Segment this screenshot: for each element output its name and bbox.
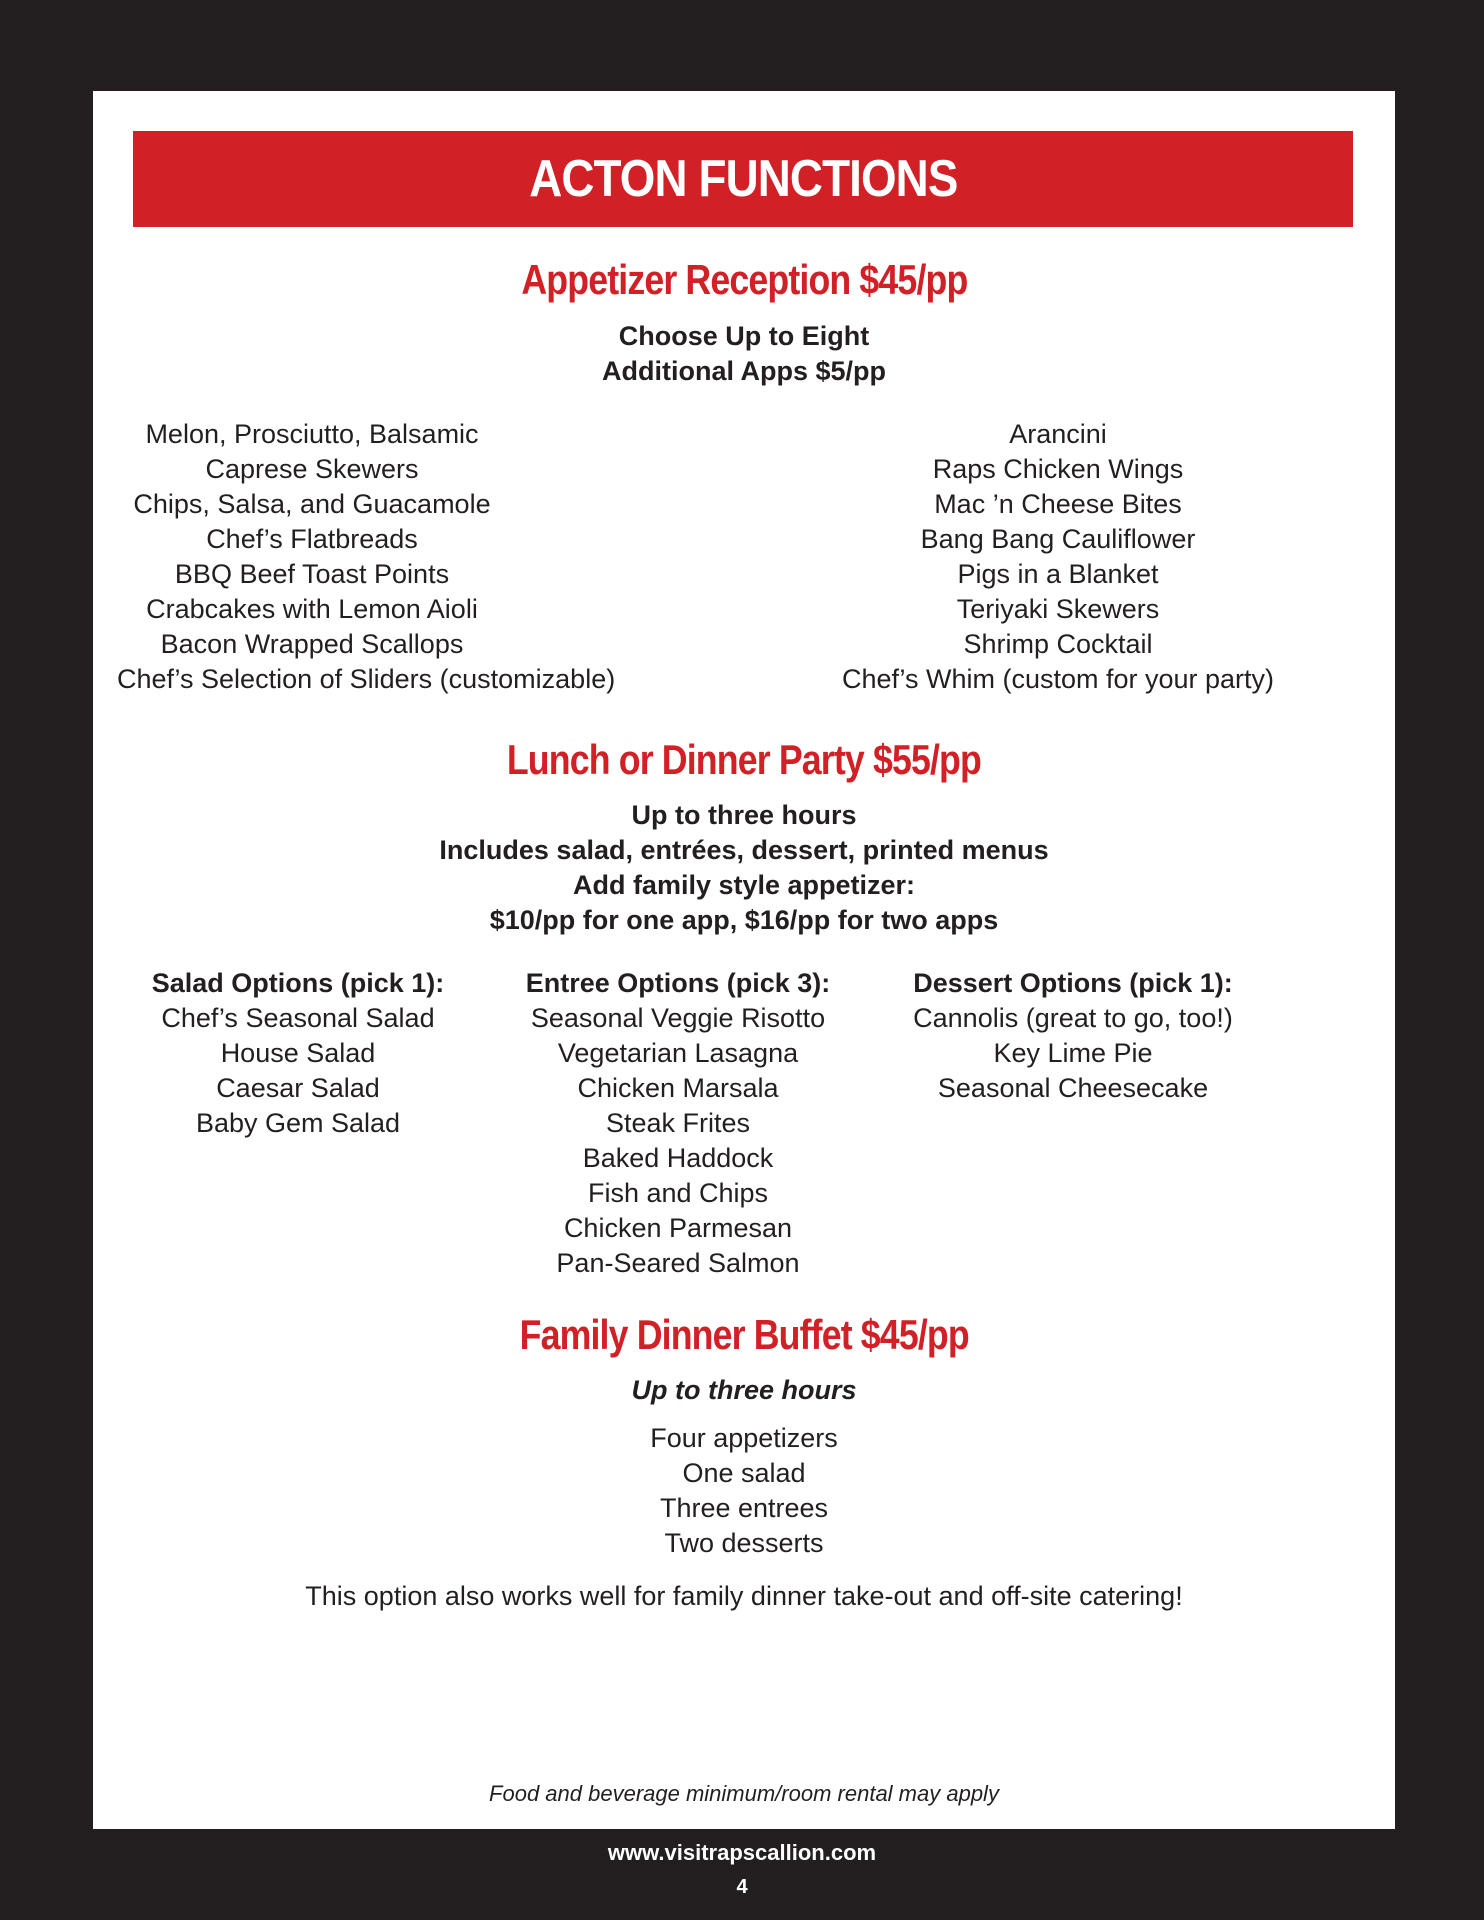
list-item: Chef’s Flatbreads — [206, 524, 418, 554]
buffet-note: This option also works well for family dinner take-out and off-site catering! — [305, 1581, 1183, 1611]
website-link[interactable]: www.visitrapscallion.com — [607, 1840, 877, 1865]
entree-options-heading: Entree Options (pick 3): — [525, 968, 831, 998]
dessert-options — [883, 966, 1263, 1106]
list-item: Raps Chicken Wings — [932, 454, 1184, 484]
list-item: BBQ Beef Toast Points — [174, 559, 450, 589]
list-item: Pan-Seared Salmon — [556, 1248, 800, 1278]
appetizer-list-right — [813, 417, 1303, 697]
list-item: Seasonal Cheesecake — [937, 1073, 1209, 1103]
lunch-subtitle-1: Up to three hours — [631, 800, 857, 830]
appetizer-subtitle-1: Choose Up to Eight — [618, 321, 870, 351]
footnote: Food and beverage minimum/room rental may apply — [489, 1781, 999, 1806]
list-item: Steak Frites — [605, 1108, 751, 1138]
title-banner — [133, 131, 1353, 227]
list-item: Arancini — [1009, 419, 1107, 449]
lunch-section-title: Lunch or Dinner Party $55/pp — [506, 736, 982, 783]
list-item: Mac ’n Cheese Bites — [934, 489, 1182, 519]
list-item: Key Lime Pie — [993, 1038, 1153, 1068]
salad-options-heading: Salad Options (pick 1): — [151, 968, 445, 998]
menu-page — [93, 91, 1395, 1829]
appetizer-subtitle-2: Additional Apps $5/pp — [601, 356, 886, 386]
salad-options — [128, 966, 468, 1141]
list-item: Baby Gem Salad — [195, 1108, 401, 1138]
lunch-subtitle-3: Add family style appetizer: — [572, 870, 916, 900]
list-item: Two desserts — [664, 1528, 824, 1558]
list-item: Crabcakes with Lemon Aioli — [146, 594, 478, 624]
buffet-subtitle: Up to three hours — [631, 1375, 857, 1405]
list-item: Teriyaki Skewers — [956, 594, 1160, 624]
list-item: Shrimp Cocktail — [963, 629, 1153, 659]
list-item: Four appetizers — [650, 1423, 838, 1453]
lunch-subtitle-4: $10/pp for one app, $16/pp for two apps — [489, 905, 999, 935]
list-item: Chips, Salsa, and Guacamole — [133, 489, 491, 519]
list-item: Three entrees — [659, 1493, 829, 1523]
buffet-items — [93, 1421, 1395, 1561]
list-item: Baked Haddock — [582, 1143, 774, 1173]
appetizer-list-left — [117, 417, 616, 697]
list-item: Cannolis (great to go, too!) — [913, 1003, 1233, 1033]
list-item: Pigs in a Blanket — [957, 559, 1159, 589]
page-title: ACTON FUNCTIONS — [528, 150, 958, 208]
list-item: Chef’s Whim (custom for your party) — [841, 664, 1275, 694]
list-item: Chef’s Selection of Sliders (customizable) — [117, 664, 616, 694]
list-item: Fish and Chips — [587, 1178, 769, 1208]
list-item: Bacon Wrapped Scallops — [160, 629, 464, 659]
list-item: Bang Bang Cauliflower — [920, 524, 1196, 554]
list-item: Melon, Prosciutto, Balsamic — [145, 419, 479, 449]
list-item: Chef’s Seasonal Salad — [161, 1003, 435, 1033]
list-item: Vegetarian Lasagna — [557, 1038, 799, 1068]
page-number: 4 — [736, 1876, 748, 1898]
list-item: Caprese Skewers — [205, 454, 419, 484]
list-item: Caesar Salad — [216, 1073, 380, 1103]
appetizer-section-title: Appetizer Reception $45/pp — [520, 256, 968, 303]
dessert-options-heading: Dessert Options (pick 1): — [913, 968, 1233, 998]
buffet-section-title: Family Dinner Buffet $45/pp — [519, 1311, 969, 1358]
list-item: Chicken Parmesan — [563, 1213, 793, 1243]
list-item: House Salad — [220, 1038, 376, 1068]
lunch-subtitle-2: Includes salad, entrées, dessert, printed menus — [439, 835, 1049, 865]
list-item: One salad — [682, 1458, 806, 1488]
list-item: Seasonal Veggie Risotto — [530, 1003, 826, 1033]
list-item: Chicken Marsala — [577, 1073, 779, 1103]
entree-options — [498, 966, 858, 1281]
